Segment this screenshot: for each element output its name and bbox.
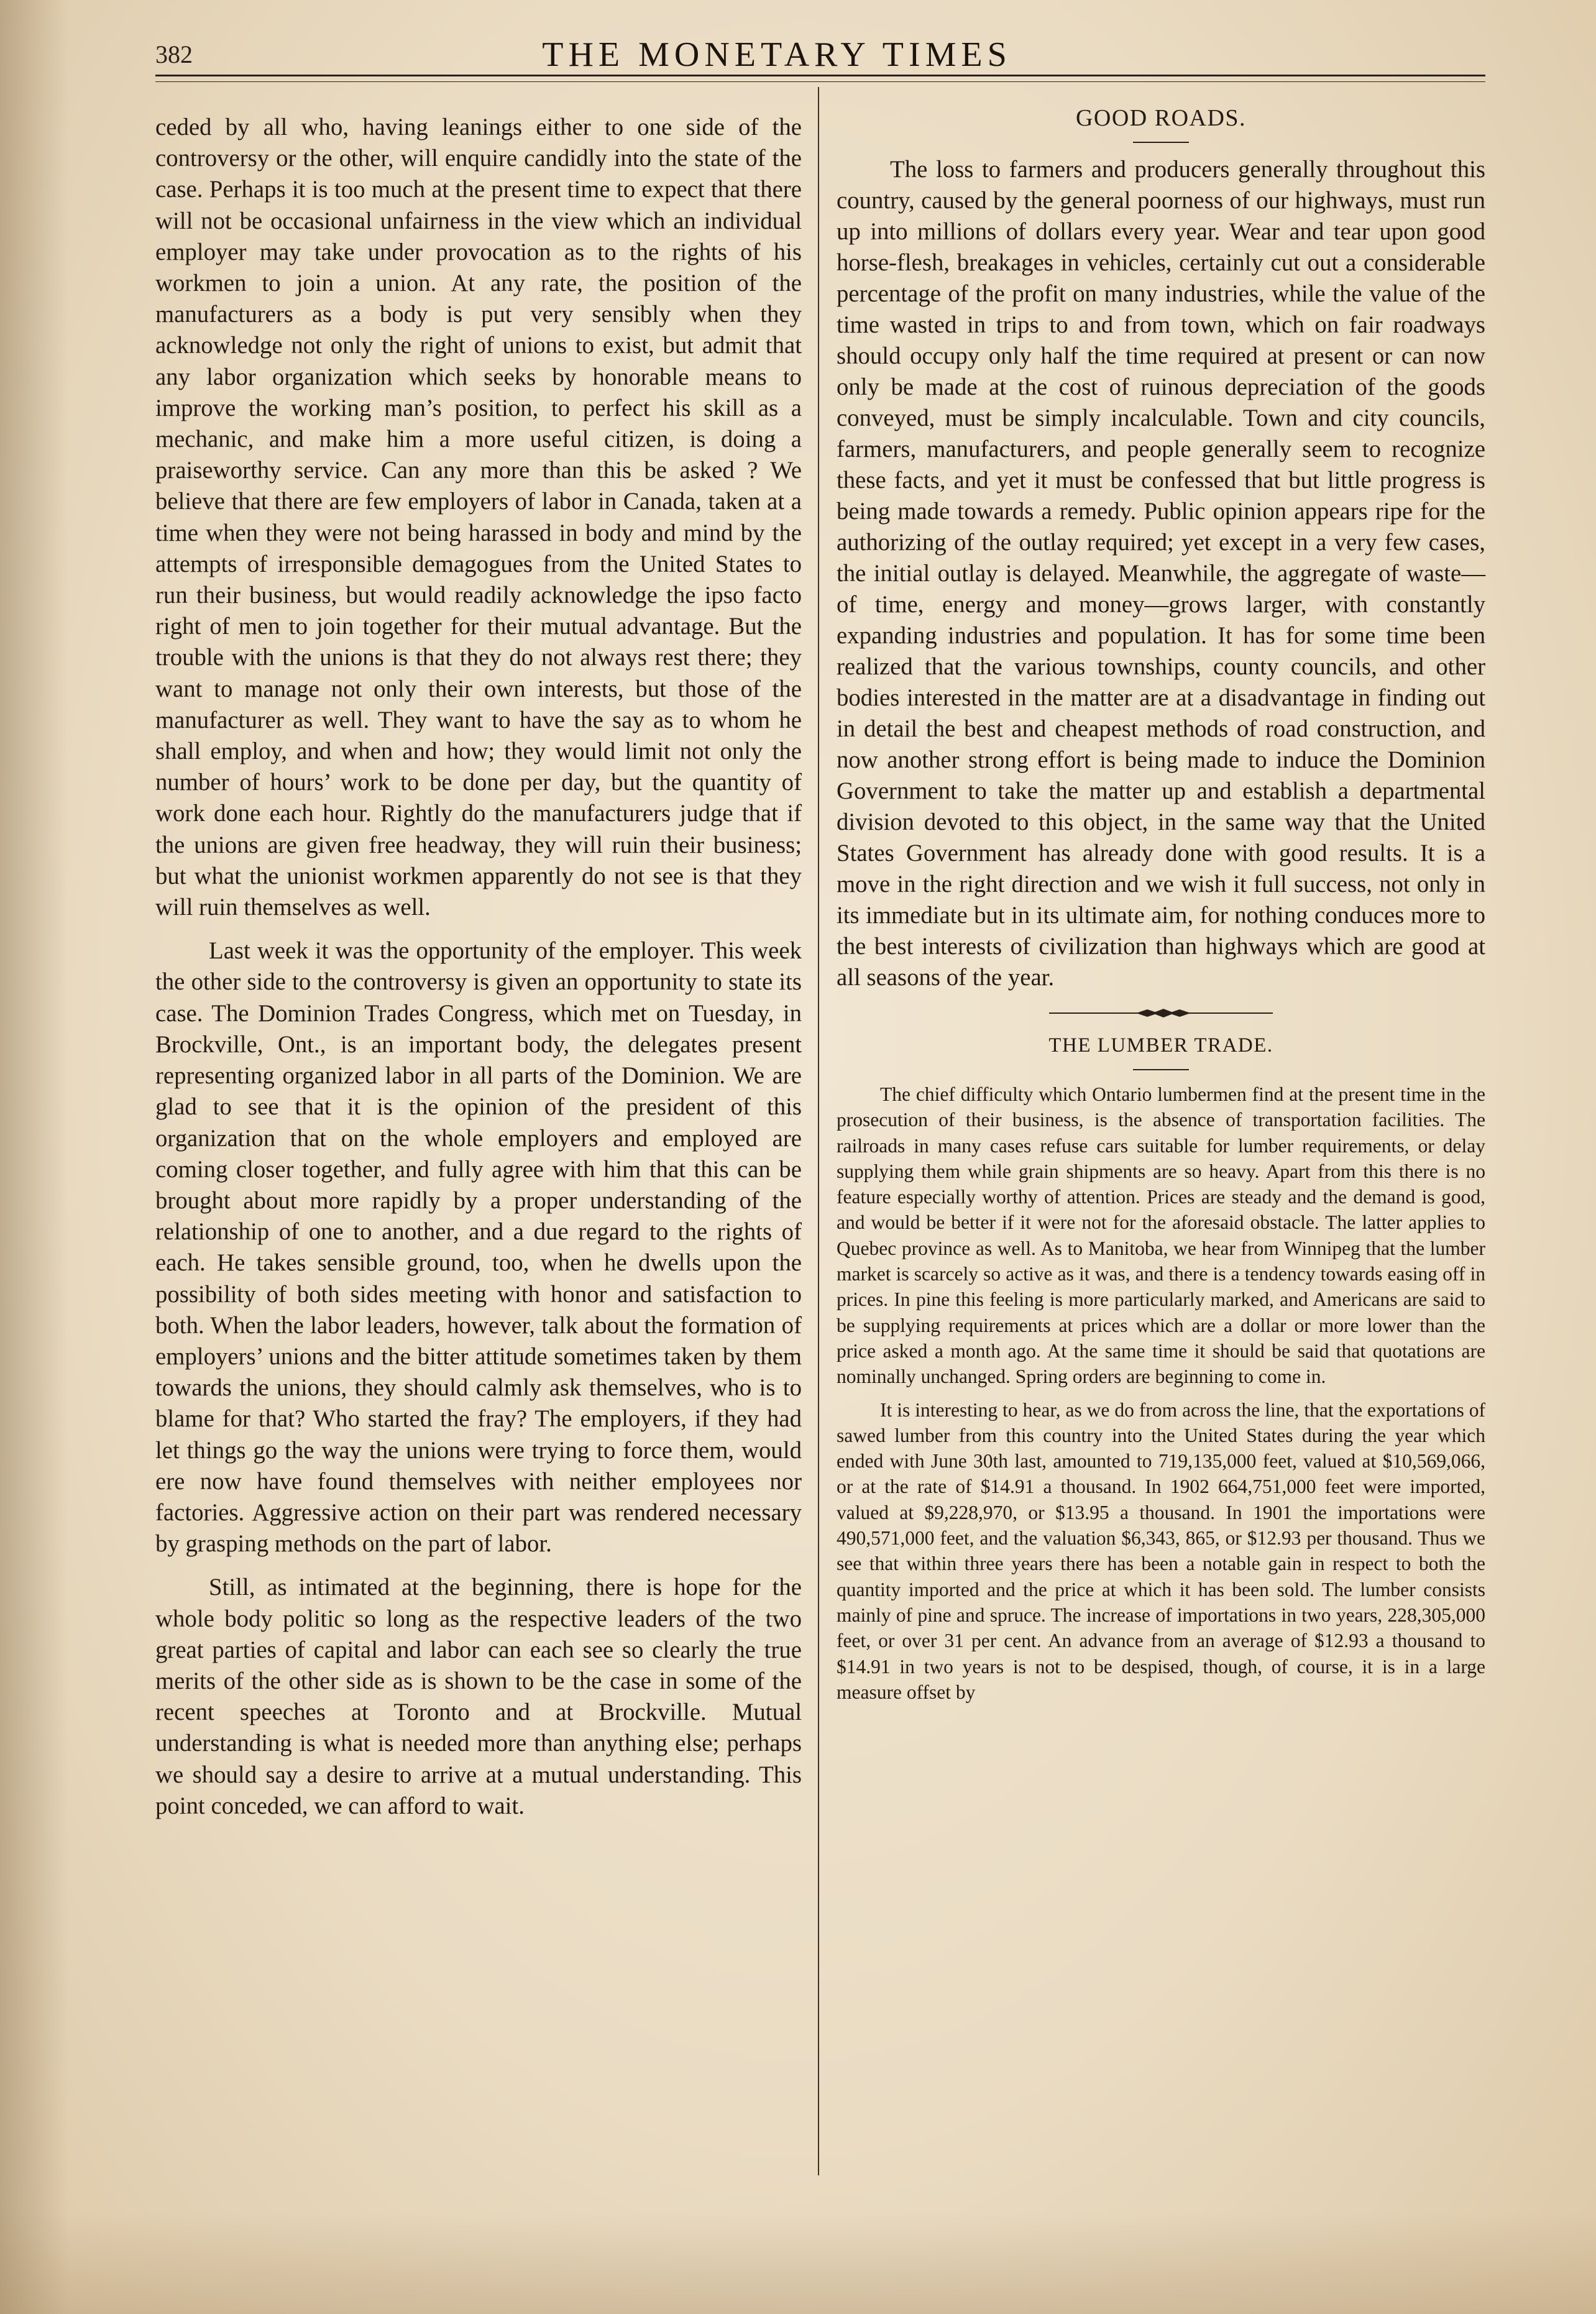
section-divider-ornament [1049, 1006, 1273, 1021]
lumber-trade-paragraph: The chief difficulty which Ontario lumbermen find at the present time in the prosecution of their business, is the absence of transportation facilities. The railroads in many cases refuse cars suitable for lumber requirements, or delay supplying them while grain shipments are so heavy. Apart from this there is no feature especially worthy of attention. Prices are steady and the demand is good, and would be better if it were not for the aforesaid obstacle. The latter applies to Quebec province as well. As to Manitoba, we hear from Winnipeg that the lumber market is scarcely so active as it was, and there is a tendency towards easing off in prices. In pine this feeling is more particularly marked, and Americans are said to be supplying requirements at prices which are a dollar or more lower than the price asked a month ago. At the same time it should be said that quotations are nominally unchanged. Spring orders are beginning to come in. [837, 1083, 1485, 1388]
heading-rule [1133, 1069, 1189, 1070]
page-edge-shade [0, 2213, 1596, 2314]
lumber-trade-heading: THE LUMBER TRADE. [1048, 1034, 1273, 1057]
article-paragraph: Last week it was the opportunity of the employer. This week the other side to the controversy is given an opportunity to state its case. The Dominion Trades Congress, which met on Tuesday, in Brockville, Ont., is an important body, the delegates present representing organized labor in all parts of the Dominion. We are glad to see that it is the opinion of the president of this organization that on the whole employers and employed are coming closer together, and fully agree with him that this can be brought about more rapidly by a proper understanding of the relationship of one to another, and a due regard to the rights of each. He takes sensible ground, too, when he dwells upon the possibility of both sides meeting with honor and satisfaction to both. When the labor leaders, however, talk about the formation of employers’ unions and the bitter attitude sometimes taken by them towards the unions, they should calmly ask themselves, who is to blame for that? Who started the fray? The employers, if they had let things go the way the unions were trying to force them, would ere now have found themselves with neither employees nor factories. Aggressive action on their part was rendered necessary by grasping methods on the part of labor. [155, 937, 802, 1558]
article-paragraph: ceded by all who, having leanings either to one side of the controversy or the other, will enquire candidly into the state of the case. Perhaps it is too much at the present time to expect that there will not be occasional unfairness in the view which an individual employer may take under provocation as to the rights of his workmen to join a union. At any rate, the position of the manufacturers as a body is put very sensibly when they acknowledge not only the right of unions to exist, but admit that any labor organization which seeks by honorable means to improve the working man’s position, to perfect his skill as a mechanic, and make him a more useful citizen, is doing a praiseworthy service. Can any more than this be asked ? We believe that there are few employers of labor in Canada, taken at a time when they were not being harassed in body and mind by the attempts of irresponsible demagogues from the United States to run their business, but would readily acknowledge the ipso facto right of men to join together for their mutual advantage. But the trouble with the unions is that they do not always rest there; they want to manage not only their own interests, but those of the manufacturer as well. They want to have the say as to whom he shall employ, and when and how; they would limit not only the number of hours’ work to be done per day, but the quantity of work done each hour. Rightly do the manufacturers judge that if the unions are given free headway, they will ruin their business; but what the unionist workmen apparently do not see is that they will ruin themselves as well. [155, 114, 802, 921]
good-roads-heading: GOOD ROADS. [1075, 105, 1247, 131]
left-column [155, 112, 802, 2175]
header-rule [155, 75, 1485, 82]
good-roads-paragraph: The loss to farmers and producers generally throughout this country, caused by the general poorness of our highways, must run up into millions of dollars every year. Wear and tear upon good horse-flesh, breakages in vehicles, certainly cut out a considerable percentage of the profit on many industries, while the value of the time wasted in trips to and from town, which on fair roadways should occupy only half the time required at present or can now only be made at the cost of ruinous depreciation of the goods conveyed, must be simply incalculable. Town and city councils, farmers, manufacturers, and people generally seem to recognize these facts, and yet it must be confessed that but little progress is being made towards a remedy. Public opinion appears ripe for the authorizing of the outlay required; yet except in a very few cases, the initial outlay is delayed. Meanwhile, the aggregate of waste—of time, energy and money—grows larger, with constantly expanding industries and population. It has for some time been realized that the various townships, county councils, and other bodies interested in the matter are at a disadvantage in finding out in detail the best and cheapest methods of road construction, and now another strong effort is being made to induce the Dominion Government to take the matter up and establish a departmental division devoted to this object, in the same way that the United States Government has already done with good results. It is a move in the right direction and we wish it full success, not only in its immediate but in its ultimate aim, for nothing conduces more to the best interests of civilization than highways which are good at all seasons of the year. [837, 156, 1485, 991]
right-column [837, 99, 1485, 2188]
column-divider [818, 87, 819, 2175]
masthead-title: THE MONETARY TIMES [542, 35, 1012, 74]
lumber-trade-paragraph: It is interesting to hear, as we do from across the line, that the exportations of sawed lumber from this country into the United States during the year which ended with June 30th last, amounted to 719,135,000 feet, valued at $10,569,066, or at the rate of $14.91 a thousand. In 1902 664,751,000 feet were imported, valued at $9,228,970, or $13.95 a thousand. In 1901 the importations were 490,571,000 feet, and the valuation $6,343, 865, or $12.93 per thousand. Thus we see that within three years there has been a notable gain in respect to both the quantity imported and the price at which it has been sold. The lumber consists mainly of pine and spruce. The increase of importations in two years, 228,305,000 feet, or over 31 per cent. An advance from an average of $12.93 a thousand to $14.91 in two years is not to be despised, though, of course, it is in a large measure offset by [837, 1398, 1485, 1703]
heading-rule [1133, 142, 1189, 143]
binding-shadow [0, 0, 68, 2314]
page-number: 382 [155, 40, 193, 68]
page-header [155, 31, 1485, 81]
article-paragraph: Still, as intimated at the beginning, there is hope for the whole body politic so long as the respective leaders of the two great parties of capital and labor can each see so clearly the true merits of the other side as is shown to be the case in some of the recent speeches at Toronto and at Brockville. Mutual understanding is what is needed more than anything else; perhaps we should say a desire to arrive at a mutual understanding. This point conceded, we can afford to wait. [155, 1574, 802, 1819]
